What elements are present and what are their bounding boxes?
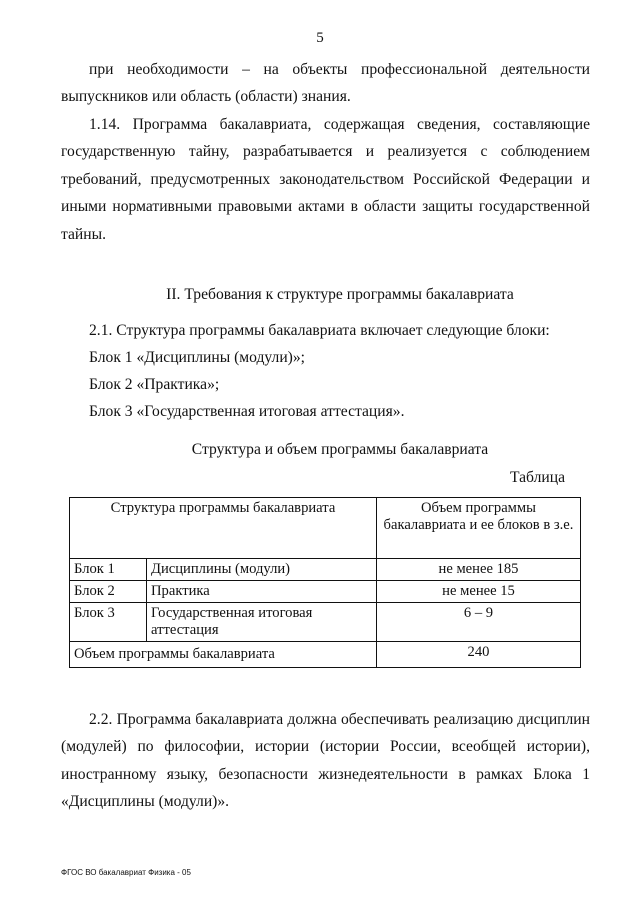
block-2-item: Блок 2 «Практика»; (89, 376, 220, 393)
table-row (70, 603, 581, 642)
table-total-row (70, 642, 581, 668)
row-name: Государственная итоговая аттестация (147, 603, 377, 642)
paragraph-2-2: 2.2. Программа бакалавриата должна обеспечивать реализацию дисциплин (модулей) по философии, истории (истории России, всеобщей истории), иностранному языку, безопасности жизнедеятельности в рамках Блока 1 «Дисциплины (модули)». (61, 711, 590, 811)
header-structure: Структура программы бакалавриата (70, 498, 377, 559)
section-heading: II. Требования к структуре программы бакалавриата (166, 286, 514, 303)
footer: ФГОС ВО бакалавриат Физика - 05 (61, 868, 191, 877)
structure-table (69, 497, 581, 668)
row-code: Блок 1 (70, 559, 147, 581)
structure-intro: 2.1. Структура программы бакалавриата включает следующие блоки: (89, 322, 550, 339)
paragraph-1-14: 1.14. Программа бакалавриата, содержащая сведения, составляющие государственную тайну, разрабатывается и реализуется с соблюдением требований, предусмотренных законодательством Российской Федерации и иными нормативными правовыми актами в области защиты государственной тайны. (61, 116, 590, 243)
table-label: Таблица (510, 469, 565, 486)
block-3-item: Блок 3 «Государственная итоговая аттестация». (89, 403, 405, 420)
row-name: Дисциплины (модули) (147, 559, 377, 581)
total-value: 240 (377, 642, 581, 668)
total-label: Объем программы бакалавриата (70, 642, 377, 668)
row-volume: не менее 185 (377, 559, 581, 581)
table-caption: Структура и объем программы бакалавриата (191, 441, 489, 458)
paragraph-1: при необходимости – на объекты профессиональной деятельности выпускников или область (области) знания. (61, 61, 590, 106)
row-code: Блок 2 (70, 581, 147, 603)
header-volume (377, 498, 581, 559)
table-row (70, 559, 581, 581)
row-volume: 6 – 9 (377, 603, 581, 642)
row-name: Практика (147, 581, 377, 603)
table-header-row (70, 498, 581, 559)
row-volume: не менее 15 (377, 581, 581, 603)
page-number: 5 (316, 30, 324, 46)
row-code: Блок 3 (70, 603, 147, 642)
block-1-item: Блок 1 «Дисциплины (модули)»; (89, 349, 305, 366)
table-row (70, 581, 581, 603)
header-volume-text: Объем программы бакалавриата и ее блоков в з.е. (383, 500, 574, 533)
